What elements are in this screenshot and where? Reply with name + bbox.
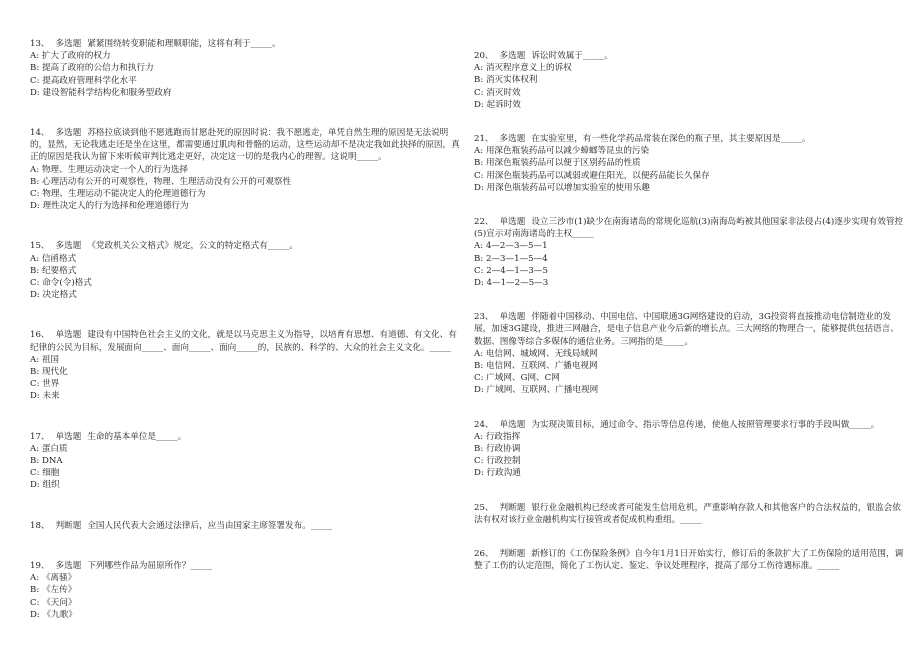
option-a: A: 扩大了政府的权力 — [30, 51, 111, 62]
question-text: 《党政机关公文格式》规定，公文的特定格式有_____。 — [87, 241, 298, 252]
option-c: C: 世界 — [30, 379, 60, 390]
question-number: 14、 — [30, 128, 50, 139]
question-number: 23、 — [474, 312, 494, 323]
option-d: D: 决定格式 — [30, 290, 77, 301]
question-type: 多选题 — [499, 51, 526, 61]
option-b: B: DNA — [30, 456, 63, 467]
question-text: 建设有中国特色社会主义的文化，就是以马克思主义为指导，以培育有思想、有道德、有文化、有纪律的公民为目标，发展面向_____、面向_____、面向_____的，民族的、科学的、大众的社会主义文化。_____ — [30, 330, 457, 353]
question-number: 16、 — [30, 330, 50, 341]
question-text: 苏格拉底谈到他不愿逃跑而甘愿赴死的原因时说：我不愿逃走，单凭自然生理的原因是无法说明的，显然，无论我逃走还是坐在这里，都需要通过肌肉和骨骼的运动，这些运动却不是决定我如此抉择的原因，真正的原因是我认为留下来听候审判比逃走更好，决定这一切的是我内心的理智。这说明_____。 — [30, 128, 460, 163]
question-number: 21、 — [474, 134, 494, 145]
option-d: D: 《九歌》 — [30, 609, 77, 620]
question-type: 判断题 — [499, 549, 526, 560]
option-b: B: 2—3—1—5—4 — [474, 253, 548, 264]
question-number: 19、 — [30, 560, 50, 571]
question-text: 诉讼时效属于_____。 — [531, 51, 613, 61]
question-stem — [30, 329, 460, 353]
question-type: 判断题 — [499, 502, 526, 513]
option-c: C: 命令(令)格式 — [30, 278, 92, 289]
question-stem — [474, 216, 904, 240]
option-c: C: 消灭时效 — [474, 87, 521, 98]
option-d: D: 建设智能科学结构化和服务型政府 — [30, 87, 172, 98]
question-stem — [30, 560, 460, 572]
question-type: 多选题 — [55, 39, 82, 49]
question-number: 17、 — [30, 431, 50, 442]
question-type: 多选题 — [55, 128, 82, 139]
option-c: C: 细胞 — [30, 468, 60, 479]
question-text: 全国人民代表大会通过法律后，应当由国家主席签署发布。_____ — [87, 520, 333, 531]
option-a: A: 电信网、城域网、无线局域网 — [474, 348, 598, 359]
question-15 — [30, 240, 460, 301]
option-c: C: 提高政府管理科学化水平 — [30, 75, 137, 86]
option-d: D: 起诉时效 — [474, 99, 521, 110]
left-column — [30, 38, 460, 621]
question-stem — [474, 133, 904, 145]
option-b: B: 电信网、互联网、广播电视网 — [474, 361, 598, 372]
question-stem — [474, 548, 904, 572]
option-b: B: 提高了政府的公信力和执行力 — [30, 63, 154, 74]
question-number: 15、 — [30, 241, 50, 252]
question-number: 13、 — [30, 39, 50, 49]
question-type: 单选题 — [55, 431, 82, 442]
question-text: 设立三沙市(1)缺少在南海诸岛的常规化巡航(3)南海岛屿被其他国家非法侵占(4)逐步实现有效管控(5)宣示对南海诸岛的主权_____ — [474, 217, 904, 240]
question-text: 为实现决策目标，通过命令、指示等信息传递，使他人按照管理要求行事的手段叫做_____。 — [531, 419, 880, 430]
option-b: B: 用深色瓶装药品可以便于区别药品的性质 — [474, 158, 641, 169]
question-number: 26、 — [474, 549, 494, 560]
question-stem — [30, 431, 460, 443]
question-14 — [30, 127, 460, 212]
question-type: 多选题 — [499, 134, 526, 145]
question-stem — [474, 50, 904, 62]
question-16 — [30, 329, 460, 402]
option-a: A: 物理、生理运动决定一个人的行为选择 — [30, 164, 188, 175]
question-text: 下列哪些作品为屈原所作？_____ — [87, 560, 212, 571]
option-b: B: 心理活动有公开的可观察性，物理、生理活动没有公开的可观察性 — [30, 176, 292, 187]
option-b: B: 现代化 — [30, 367, 68, 378]
option-b: B: 纪要格式 — [30, 265, 77, 276]
question-text: 新修订的《工伤保险条例》自今年1月1日开始实行，修订后的条款扩大了工伤保险的适用范围，调整了工伤的认定范围，简化了工伤认定、鉴定、争议处理程序，提高了部分工伤待遇标准。_____ — [474, 549, 904, 572]
question-stem — [474, 311, 904, 348]
question-type: 判断题 — [55, 520, 82, 531]
option-d: D: 理性决定人的行为选择和伦理道德行为 — [30, 201, 189, 212]
option-a: A: 蛋白质 — [30, 443, 68, 454]
question-22 — [474, 216, 904, 289]
question-text: 银行业金融机构已经或者可能发生信用危机，严重影响存款人和其他客户的合法权益的，银监会依法有权对该行业金融机构实行接管或者促成机构重组。_____ — [474, 502, 901, 525]
question-stem — [30, 520, 460, 532]
option-a: A: 《离骚》 — [30, 573, 77, 584]
question-26 — [474, 548, 904, 572]
option-d: D: 4—1—2—5—3 — [474, 278, 549, 289]
question-13 — [30, 38, 460, 99]
question-20 — [474, 50, 904, 111]
option-b: B: 消灭实体权利 — [474, 75, 538, 86]
option-b: B: 行政协调 — [474, 444, 521, 455]
option-a: A: 用深色瓶装药品可以减少蟑螂等昆虫的污染 — [474, 146, 650, 157]
question-type: 单选题 — [499, 419, 526, 430]
right-column — [474, 50, 904, 573]
option-a: A: 消灭程序意义上的诉权 — [474, 63, 572, 74]
option-d: D: 行政沟通 — [474, 468, 521, 479]
question-21 — [474, 133, 904, 194]
question-number: 25、 — [474, 502, 494, 513]
question-18 — [30, 520, 460, 532]
question-text: 在实验室里，有一些化学药品常装在深色的瓶子里，其主要原因是_____。 — [531, 134, 811, 145]
question-24 — [474, 419, 904, 480]
option-c: C: 广域网、G网、C网 — [474, 373, 560, 384]
question-23 — [474, 311, 904, 396]
question-number: 18、 — [30, 520, 50, 531]
question-type: 单选题 — [55, 330, 82, 341]
option-d: D: 用深色瓶装药品可以增加实验室的使用乐趣 — [474, 182, 650, 193]
option-a: A: 行政指挥 — [474, 431, 521, 442]
option-d: D: 未来 — [30, 391, 60, 402]
question-stem — [30, 38, 460, 50]
option-a: A: 祖国 — [30, 354, 60, 365]
question-number: 22、 — [474, 217, 494, 228]
question-number: 24、 — [474, 419, 494, 430]
option-d: D: 广域网、互联网、广播电视网 — [474, 385, 599, 396]
question-type: 多选题 — [55, 560, 82, 571]
question-number: 20、 — [474, 51, 494, 61]
option-d: D: 组织 — [30, 480, 60, 491]
option-c: C: 2—4—1—3—5 — [474, 265, 548, 276]
question-25 — [474, 502, 904, 526]
question-17 — [30, 431, 460, 492]
question-type: 多选题 — [55, 241, 82, 252]
question-19 — [30, 560, 460, 621]
option-b: B: 《左传》 — [30, 585, 77, 596]
option-a: A: 4—2—3—5—1 — [474, 241, 548, 252]
option-c: C: 《天问》 — [30, 597, 77, 608]
option-a: A: 信函格式 — [30, 253, 77, 264]
option-c: C: 物理、生理运动不能决定人的伦理道德行为 — [30, 189, 206, 200]
option-c: C: 行政控制 — [474, 456, 521, 467]
question-stem — [30, 127, 460, 164]
question-stem — [474, 419, 904, 431]
question-stem — [474, 502, 904, 526]
question-type: 单选题 — [499, 217, 526, 228]
question-stem — [30, 240, 460, 252]
question-type: 单选题 — [499, 312, 526, 323]
question-text: 生命的基本单位是_____。 — [87, 431, 187, 442]
question-text: 紧紧围绕转变职能和理顺职能，这将有利于_____。 — [87, 39, 281, 49]
option-c: C: 用深色瓶装药品可以减弱或避住阳光，以便药品能长久保存 — [474, 170, 710, 181]
question-text: 伴随着中国移动、中国电信、中国联通3G网络建设的启动，3G投资将直接推动电信制造业的发展，加速3G建设，推进三网融合，是电子信息产业今后新的增长点。三大网络的物理合一，能够提供包括语言、数据、图像等综合多媒体的通信业务。三网指的是_____。 — [474, 312, 899, 347]
